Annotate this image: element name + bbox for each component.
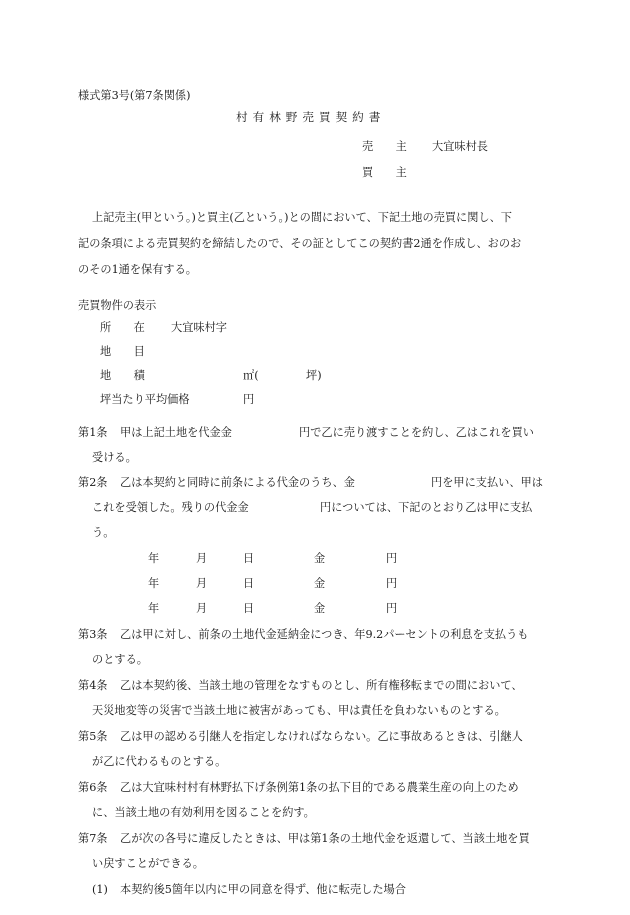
schedule-amount: 金 (314, 602, 326, 615)
article-4-line-1: 乙は本契約後、当該土地の管理をなすものとし、所有権移転までの間において、 (120, 679, 523, 692)
article-7-line-2: い戻すことができる。 (92, 857, 204, 870)
property-heading: 売買物件の表示 (78, 299, 157, 312)
document-title: 村有林野売買契約書 (236, 110, 386, 124)
article-5-label: 第5条 (78, 730, 108, 743)
article-2-text-a: 乙は本契約と同時に前条による代金のうち、金 (120, 476, 355, 489)
schedule-year: 年 (148, 552, 160, 565)
article-3-line-2: のとする。 (92, 653, 148, 666)
area-tsubo: 坪) (306, 369, 322, 382)
article-6-label: 第6条 (78, 781, 108, 794)
preamble-line-1: 上記売主(甲という。)と買主(乙という。)との間において、下記土地の売買に関し、下 (92, 211, 512, 224)
item-1-text: 本契約後5箇年以内に甲の同意を得ず、他に転売した場合 (120, 883, 406, 896)
schedule-year: 年 (148, 577, 160, 590)
article-3-label: 第3条 (78, 628, 108, 641)
item-1-number: (1) (92, 883, 108, 896)
schedule-month: 月 (196, 602, 208, 615)
location-label: 所 在 (100, 321, 145, 334)
seller-name: 大宜味村長 (432, 140, 488, 153)
article-6-line-2: に、当該土地の有効利用を図ることを約す。 (92, 806, 315, 819)
area-unit: ㎡( (243, 369, 259, 382)
schedule-month: 月 (196, 552, 208, 565)
article-5-line-2: が乙に代わるものとする。 (92, 755, 227, 768)
schedule-year: 年 (148, 602, 160, 615)
schedule-amount: 金 (314, 552, 326, 565)
land-category-label: 地 目 (100, 345, 145, 358)
schedule-amount: 金 (314, 577, 326, 590)
seller-label: 売 主 (362, 140, 407, 153)
schedule-day: 日 (243, 577, 255, 590)
unit-price-yen: 円 (243, 393, 255, 406)
preamble-line-3: のその1通を保有する。 (78, 263, 197, 276)
article-3-line-1: 乙は甲に対し、前条の土地代金延納金につき、年9.2パーセントの利息を支払うも (120, 628, 529, 641)
unit-price-label: 坪当たり平均価格 (100, 393, 190, 406)
article-4-label: 第4条 (78, 679, 108, 692)
buyer-label: 買 主 (362, 166, 407, 179)
article-1-text-a: 甲は上記土地を代金金 (120, 426, 232, 439)
article-2-label: 第2条 (78, 476, 108, 489)
article-1-text-b: 円で乙に売り渡すことを約し、乙はこれを買い (299, 426, 534, 439)
article-2-text-d: 円については、下記のとおり乙は甲に支払 (320, 501, 533, 514)
article-1-label: 第1条 (78, 426, 108, 439)
article-7-line-1: 乙が次の各号に違反したときは、甲は第1条の土地代金を返還して、当該土地を買 (120, 832, 530, 845)
article-5-line-1: 乙は甲の認める引継人を指定しなければならない。乙に事故あるときは、引継人 (120, 730, 523, 743)
schedule-yen: 円 (386, 602, 398, 615)
schedule-day: 日 (243, 602, 255, 615)
article-6-line-1: 乙は大宜味村村有林野払下げ条例第1条の払下目的である農業生産の向上のため (120, 781, 519, 794)
location-value: 大宜味村字 (171, 321, 227, 334)
schedule-month: 月 (196, 577, 208, 590)
article-2-text-b: 円を甲に支払い、甲は (431, 476, 543, 489)
article-4-line-2: 天災地変等の災害で当該土地に被害があっても、甲は責任を負わないものとする。 (92, 704, 506, 717)
schedule-yen: 円 (386, 577, 398, 590)
area-label: 地 積 (100, 369, 145, 382)
article-2-text-c: これを受領した。残りの代金金 (92, 501, 249, 514)
schedule-yen: 円 (386, 552, 398, 565)
preamble-line-2: 記の条項による売買契約を締結したので、その証としてこの契約書2通を作成し、おのお (78, 237, 522, 250)
article-7-label: 第7条 (78, 832, 108, 845)
article-2-line-3: う。 (92, 526, 115, 539)
article-1-line-2: 受ける。 (92, 451, 137, 464)
form-number: 様式第3号(第7条関係) (78, 89, 191, 102)
schedule-day: 日 (243, 552, 255, 565)
